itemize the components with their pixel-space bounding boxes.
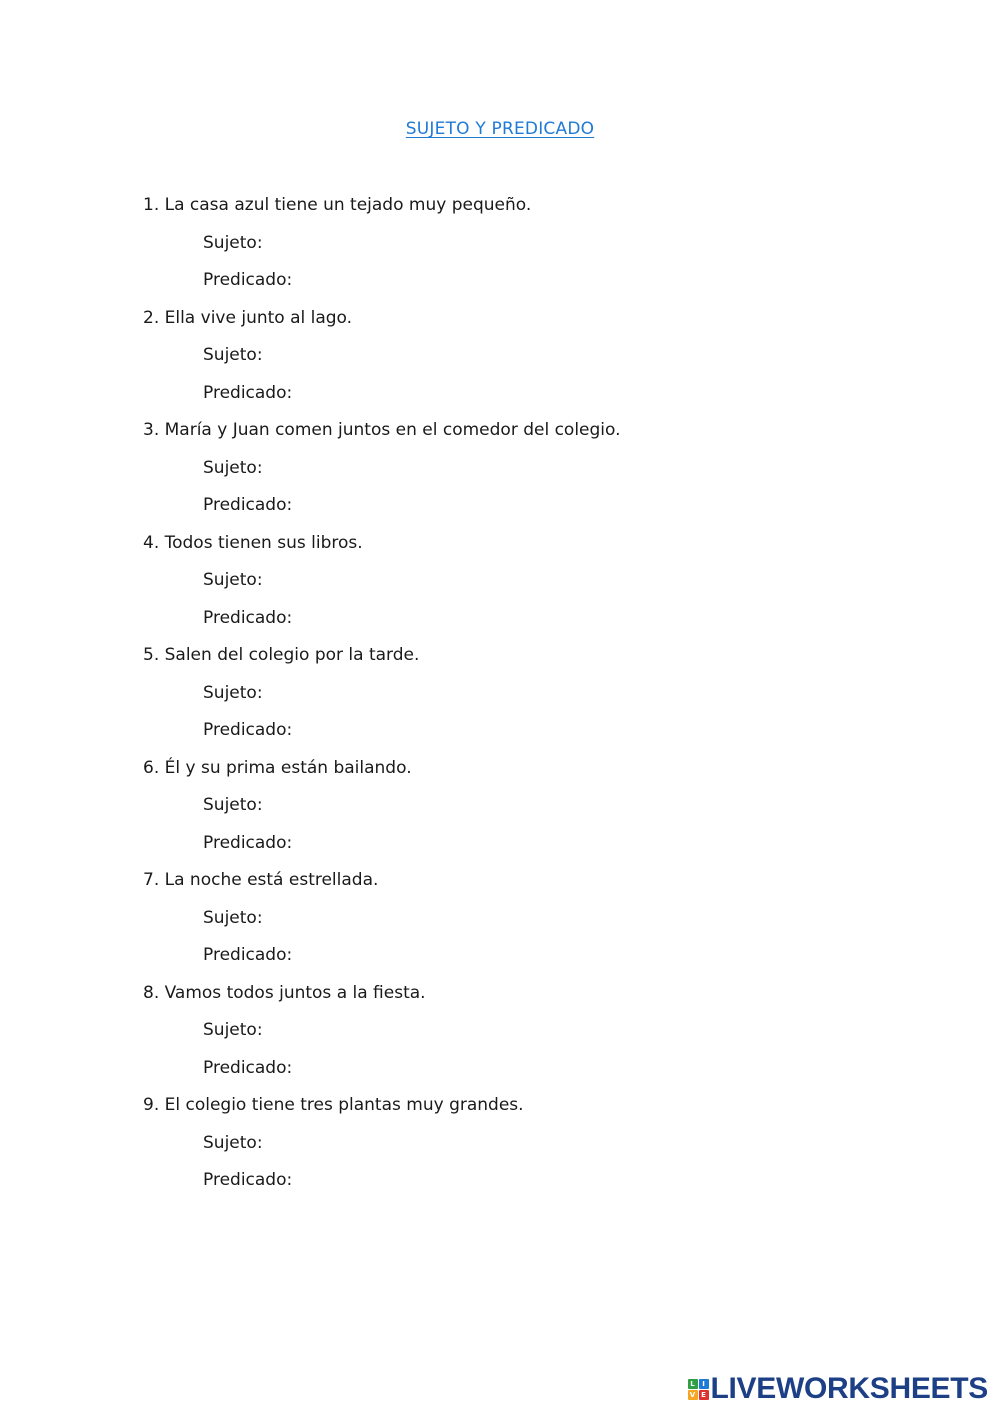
logo-letter: V — [688, 1390, 698, 1400]
page-title: SUJETO Y PREDICADO — [405, 119, 595, 139]
predicate-label: Predicado: — [203, 495, 293, 515]
predicate-label: Predicado: — [203, 832, 293, 853]
exercise-sentence: 8. Vamos todos juntos a la fiesta. — [143, 982, 426, 1003]
predicate-label: Predicado: — [203, 1170, 293, 1190]
liveworksheets-brand — [688, 1372, 989, 1406]
exercise-sentence: 9. El colegio tiene tres plantas muy grandes. — [143, 1095, 524, 1115]
subject-label: Sujeto: — [203, 1020, 263, 1040]
exercise-item — [143, 194, 903, 307]
predicate-label: Predicado: — [203, 270, 293, 290]
subject-label: Sujeto: — [203, 682, 263, 703]
exercise-item — [143, 757, 903, 870]
brand-name: LIVEWORKSHEETS — [710, 1372, 988, 1405]
exercise-sentence: 3. María y Juan comen juntos en el comedor del colegio. — [143, 420, 621, 440]
liveworksheets-logo-icon — [688, 1379, 709, 1400]
exercise-sentence: 4. Todos tienen sus libros. — [143, 532, 363, 553]
subject-label: Sujeto: — [203, 907, 263, 928]
subject-label: Sujeto: — [203, 232, 263, 253]
subject-label: Sujeto: — [203, 1132, 263, 1153]
exercise-item — [143, 982, 903, 1095]
exercise-item — [143, 869, 903, 982]
exercise-list — [143, 194, 903, 1207]
predicate-label: Predicado: — [203, 1057, 293, 1078]
exercise-item — [143, 644, 903, 757]
predicate-label: Predicado: — [203, 382, 293, 403]
logo-letter: I — [699, 1379, 709, 1389]
subject-label: Sujeto: — [203, 795, 263, 815]
exercise-sentence: 2. Ella vive junto al lago. — [143, 307, 353, 328]
exercise-item — [143, 1094, 903, 1207]
exercise-item — [143, 532, 903, 645]
predicate-label: Predicado: — [203, 720, 293, 740]
subject-label: Sujeto: — [203, 457, 263, 478]
subject-label: Sujeto: — [203, 570, 263, 590]
subject-label: Sujeto: — [203, 345, 263, 365]
exercise-item — [143, 419, 903, 532]
exercise-sentence: 7. La noche está estrellada. — [143, 870, 379, 890]
logo-letter: L — [688, 1379, 698, 1389]
predicate-label: Predicado: — [203, 607, 293, 628]
exercise-sentence: 5. Salen del colegio por la tarde. — [143, 645, 420, 665]
exercise-sentence: 1. La casa azul tiene un tejado muy pequeño. — [143, 195, 532, 215]
exercise-sentence: 6. Él y su prima están bailando. — [143, 757, 412, 778]
predicate-label: Predicado: — [203, 945, 293, 965]
exercise-item — [143, 307, 903, 420]
logo-letter: E — [699, 1390, 709, 1400]
